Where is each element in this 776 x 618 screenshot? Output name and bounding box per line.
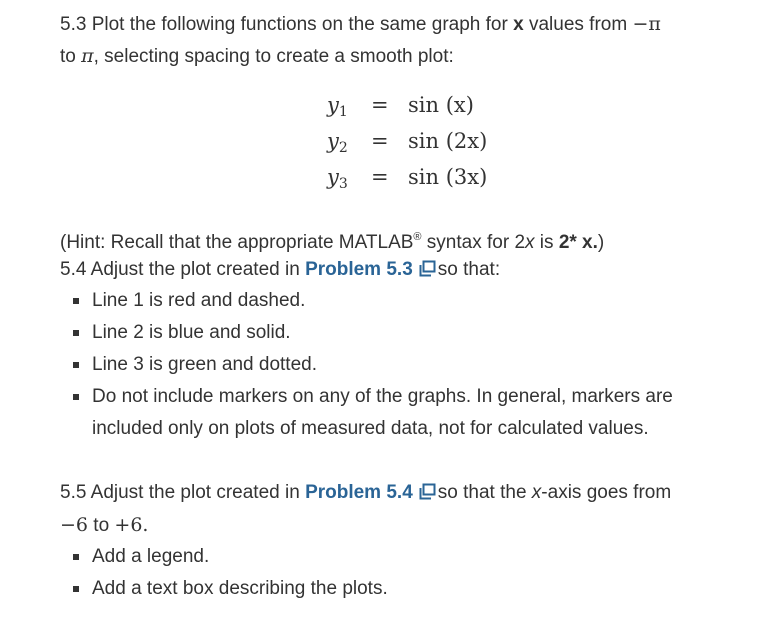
problem-5-5-bullet-1: Add a legend. — [92, 546, 210, 567]
problem-5-4-bullet-2: Line 2 is blue and solid. — [92, 322, 291, 343]
hint-text-d: ) — [597, 232, 605, 253]
equation-row-2 — [0, 129, 776, 156]
registered-mark: ® — [413, 231, 422, 243]
problem-5-5-range — [60, 514, 148, 537]
hint-text-c: is — [534, 232, 559, 253]
equation-3-equals: = — [371, 165, 389, 189]
range-to-word: to — [88, 515, 115, 536]
popout-window-icon[interactable] — [419, 483, 436, 500]
problem-5-5-intro-text-c: -axis goes from — [541, 482, 672, 503]
bullet-marker — [73, 394, 79, 400]
problem-5-4-intro-text-a: 5.4 Adjust the plot created in — [60, 259, 306, 280]
problem-5-5-x-var: x — [531, 482, 542, 503]
equation-3-rhs: sin (3x) — [408, 165, 488, 189]
equation-3-lhs: $y_3$ — [327, 165, 348, 192]
equation-row-3 — [0, 165, 776, 192]
problem-5-3-intro-line1 — [60, 13, 661, 36]
problem-5-3-intro-line2 — [60, 45, 454, 68]
equation-2-rhs: sin (2x) — [408, 129, 488, 153]
hint-text-a: (Hint: Recall that the appropriate MATLAB — [60, 232, 414, 253]
bullet-marker — [73, 586, 79, 592]
problem-5-3-line2-text-a: to — [60, 46, 82, 67]
equation-1-equals: = — [371, 93, 389, 117]
problem-5-5-intro-text-a: 5.5 Adjust the plot created in — [60, 482, 306, 503]
problem-5-5-intro-text-b: so that the — [437, 482, 532, 503]
problem-5-4-bullet-4-line2: included only on plots of measured data, not for calculated values. — [92, 418, 649, 439]
equation-2-equals: = — [371, 129, 389, 153]
problem-5-4-bullet-4-line1: Do not include markers on any of the graphs. In general, markers are — [92, 386, 673, 407]
problem-5-3-hint — [60, 226, 604, 254]
hint-x-var: x — [525, 232, 535, 253]
problem-5-4-bullet-1: Line 1 is red and dashed. — [92, 290, 306, 311]
bullet-marker — [73, 362, 79, 368]
bullet-marker — [73, 330, 79, 336]
hint-code: 2* x. — [558, 232, 598, 253]
range-to: +6. — [114, 514, 149, 536]
problem-5-3-intro-text-b: values from — [523, 14, 633, 35]
problem-5-3-x-var: x — [513, 14, 524, 35]
problem-5-5-bullet-2: Add a text box describing the plots. — [92, 578, 388, 599]
problem-5-4-link[interactable]: Problem 5.4 — [305, 482, 413, 503]
equation-2-lhs: $y_2$ — [327, 129, 348, 156]
problem-5-4-intro — [60, 259, 500, 281]
problem-5-3-pi: π — [81, 45, 94, 67]
problem-5-3-link[interactable]: Problem 5.3 — [305, 259, 413, 280]
problem-5-3-intro-text-a: 5.3 Plot the following functions on the same graph for — [60, 14, 514, 35]
hint-text-b: syntax for 2 — [421, 232, 526, 253]
problem-5-3-neg-pi: −π — [632, 13, 661, 35]
range-from: −6 — [60, 514, 89, 536]
equation-1-rhs: sin (x) — [408, 93, 474, 117]
bullet-marker — [73, 554, 79, 560]
equation-1-lhs: $y_1$ — [327, 93, 348, 120]
problem-5-5-intro — [60, 482, 671, 504]
popout-window-icon[interactable] — [419, 260, 436, 277]
problem-5-4-bullet-3: Line 3 is green and dotted. — [92, 354, 318, 375]
problem-5-4-intro-text-b: so that: — [437, 259, 501, 280]
bullet-marker — [73, 298, 79, 304]
problem-5-3-line2-text-b: , selecting spacing to create a smooth plot: — [93, 46, 454, 67]
equation-row-1 — [0, 93, 776, 120]
